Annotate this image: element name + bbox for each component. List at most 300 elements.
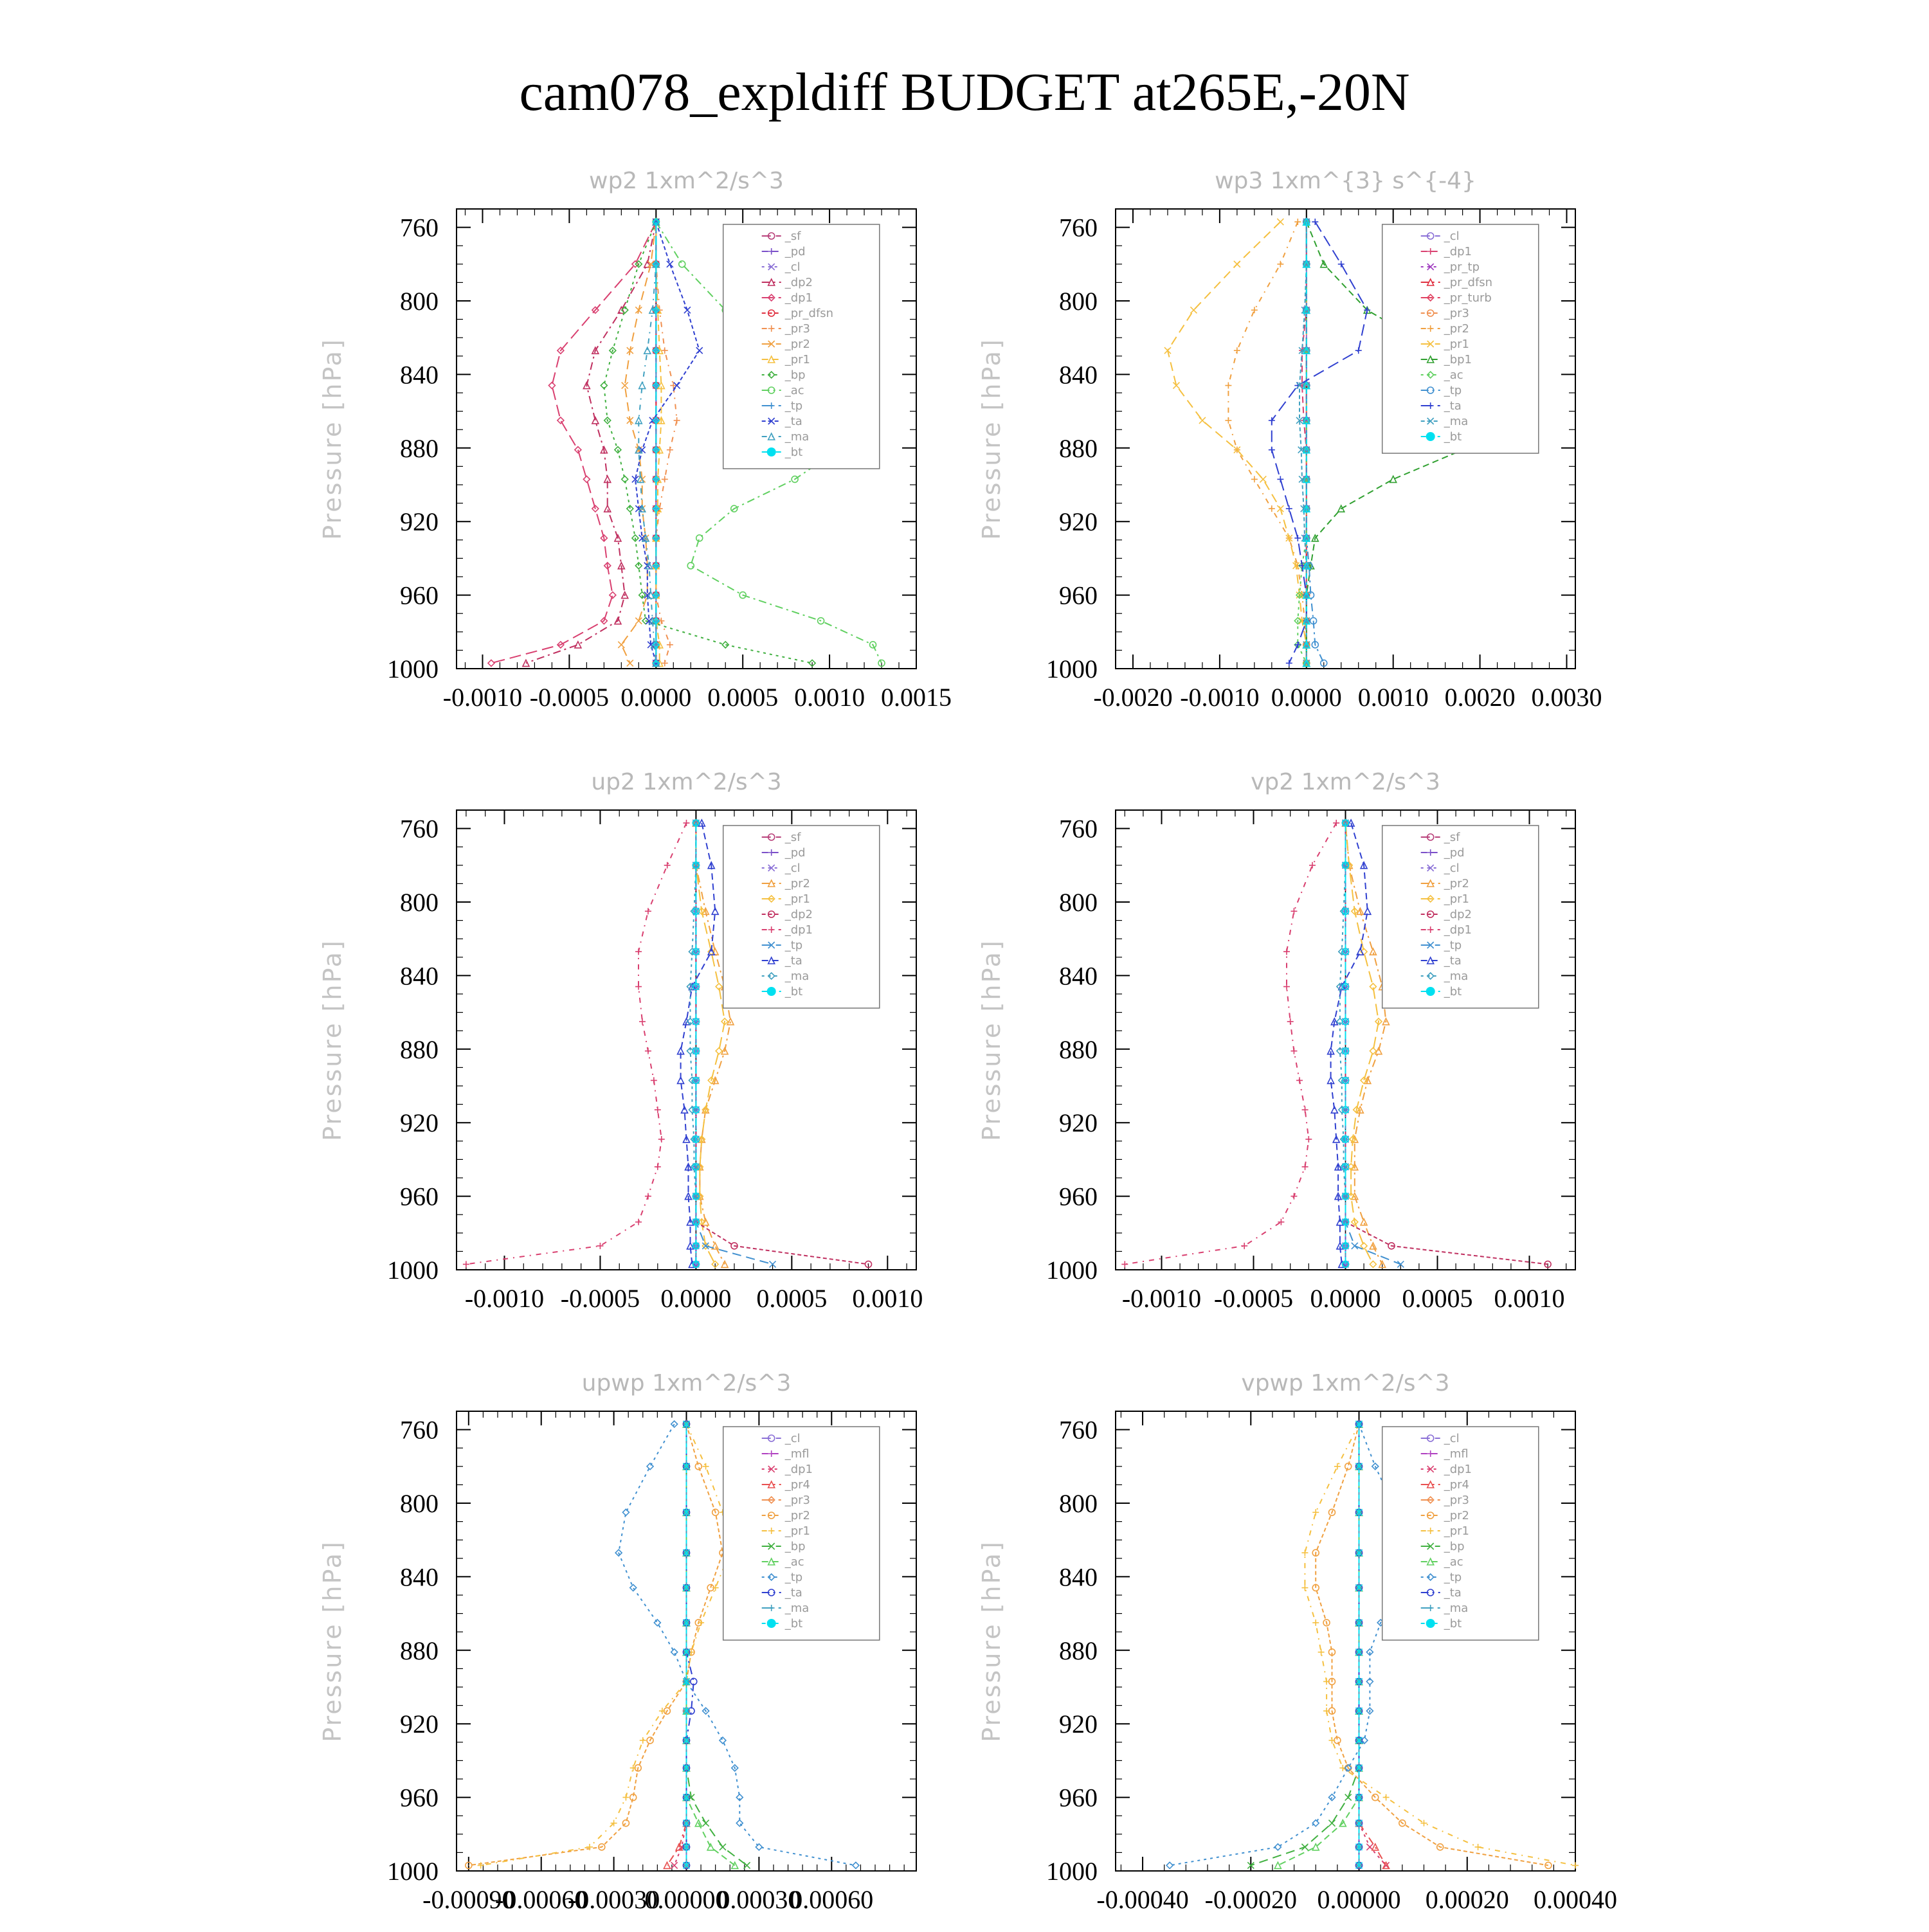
y-tick-label: 920 <box>400 1710 439 1739</box>
data-point <box>645 1193 651 1200</box>
data-point <box>1296 1077 1303 1083</box>
y-tick-label: 880 <box>400 1636 439 1665</box>
panel-title: up2 1xm^2/s^3 <box>591 769 782 795</box>
data-point <box>667 447 673 453</box>
series-dp1 <box>488 219 659 666</box>
data-point <box>1312 1620 1319 1626</box>
data-point <box>662 476 668 482</box>
y-tick-label: 880 <box>1059 1034 1098 1064</box>
series-ta <box>1328 820 1371 1267</box>
legend-label: _cl <box>784 260 801 274</box>
series-pr1 <box>693 820 728 1267</box>
series-pr1 <box>1164 219 1310 666</box>
data-point <box>712 908 718 914</box>
data-point <box>696 535 703 541</box>
data-point <box>1312 219 1318 225</box>
data-point <box>463 1261 469 1267</box>
series-ac <box>1274 1421 1362 1868</box>
x-tick-label: -0.0005 <box>529 683 610 712</box>
legend-label: _ma <box>784 1602 810 1615</box>
data-point <box>597 1243 603 1249</box>
data-point <box>1291 1193 1297 1200</box>
legend-label: _tp <box>784 939 803 952</box>
data-point <box>1355 347 1362 354</box>
legend-label: _bp1 <box>1444 353 1472 366</box>
x-tick-label: -0.0010 <box>1180 683 1260 712</box>
x-tick-label: -0.00090 <box>422 1885 515 1914</box>
y-tick-label: 920 <box>400 507 439 537</box>
y-axis-label: Pressure [hPa] <box>977 338 1006 540</box>
data-point <box>645 1048 651 1054</box>
legend-label: _pr_dfsn <box>1444 276 1493 289</box>
data-point <box>1345 1794 1352 1801</box>
legend-label: _pr2 <box>1444 877 1469 890</box>
y-tick-label: 1000 <box>1046 655 1098 683</box>
data-point <box>1260 476 1266 482</box>
data-point <box>1234 347 1240 354</box>
series-bt <box>693 820 699 1267</box>
legend-label: _pd <box>784 245 806 258</box>
series-line <box>1272 222 1367 663</box>
chart-panel-5 <box>318 1370 916 1914</box>
x-tick-label: 0.0005 <box>756 1284 828 1313</box>
legend-label: _bp <box>1444 1540 1465 1553</box>
y-axis-label: Pressure [hPa] <box>318 939 347 1141</box>
data-point <box>707 1844 714 1850</box>
x-tick-label: 0.0010 <box>794 683 865 712</box>
data-point <box>635 984 642 990</box>
x-tick-label: 0.0000 <box>620 683 692 712</box>
y-tick-label: 760 <box>1059 213 1098 242</box>
data-point <box>1323 1678 1330 1684</box>
series-line <box>1170 1424 1408 1865</box>
data-point <box>610 592 616 599</box>
x-tick-label: 0.00030 <box>717 1885 801 1914</box>
data-point <box>655 1164 661 1170</box>
y-tick-label: 880 <box>400 1034 439 1064</box>
data-point <box>687 563 694 569</box>
data-point <box>1301 1844 1308 1850</box>
chart-panel-6 <box>977 1370 1617 1914</box>
x-tick-label: 0.0000 <box>1310 1284 1381 1313</box>
data-point <box>721 1261 728 1267</box>
legend-label: _sf <box>784 831 801 844</box>
x-tick-label: -0.0020 <box>1093 683 1173 712</box>
data-point <box>1323 1708 1330 1714</box>
x-tick-label: 0.00040 <box>1534 1885 1617 1914</box>
chart-panel-4 <box>977 769 1575 1313</box>
x-tick-label: 0.0000 <box>660 1284 732 1313</box>
data-point <box>674 417 680 424</box>
x-tick-label: 0.00000 <box>1317 1885 1401 1914</box>
data-point <box>1251 476 1258 482</box>
x-tick-label: -0.00060 <box>495 1885 588 1914</box>
legend-label: _dp1 <box>1444 923 1472 937</box>
legend-label: _ta <box>784 954 802 968</box>
data-point <box>664 1862 670 1868</box>
data-point <box>1312 1820 1319 1827</box>
data-point <box>1166 1862 1173 1868</box>
legend-label: _ma <box>784 430 810 444</box>
data-point <box>1328 1737 1335 1744</box>
data-point <box>604 505 611 512</box>
legend-label: _ma <box>1444 1602 1469 1615</box>
legend-label: _pr_tp <box>1444 260 1480 274</box>
legend-label: _cl <box>1444 230 1460 243</box>
x-tick-label: -0.00030 <box>567 1885 660 1914</box>
page-title: cam078_expldiff BUDGET at265E,-20N <box>519 62 1410 122</box>
series-line <box>1346 823 1386 1264</box>
legend-label: _pr1 <box>1444 892 1469 906</box>
legend-label: _bt <box>784 1617 803 1630</box>
data-point <box>679 261 685 267</box>
legend-label: _pr1 <box>1444 338 1469 351</box>
legend-label: _pr2 <box>784 338 810 351</box>
data-point <box>1190 307 1197 313</box>
data-point <box>1333 820 1339 826</box>
legend-label: _sf <box>1444 831 1460 844</box>
legend <box>1382 1427 1539 1640</box>
legend <box>723 224 880 469</box>
data-point <box>703 1463 709 1470</box>
legend-label: _dp2 <box>784 908 813 921</box>
data-point <box>678 1077 684 1083</box>
series-pr2 <box>1225 219 1309 666</box>
legend-label: _dp2 <box>1444 908 1472 921</box>
legend <box>1382 224 1539 453</box>
y-tick-label: 840 <box>400 1562 439 1592</box>
data-point <box>1251 307 1258 313</box>
legend-label: _pr2 <box>784 877 810 890</box>
data-point <box>1269 505 1275 512</box>
data-point <box>1269 447 1275 453</box>
legend-label: _ac <box>1444 368 1463 382</box>
data-point <box>1301 1549 1308 1556</box>
y-tick-label: 1000 <box>387 1857 439 1886</box>
data-point <box>1291 908 1297 914</box>
data-point <box>1390 476 1397 482</box>
data-point <box>645 908 651 914</box>
data-point <box>1364 908 1371 914</box>
y-tick-label: 760 <box>400 814 439 844</box>
series-ac <box>1294 219 1309 666</box>
y-tick-label: 1000 <box>387 1256 439 1285</box>
legend-label: _bt <box>1444 1617 1462 1630</box>
legend-label: _cl <box>784 1432 801 1445</box>
y-tick-label: 800 <box>1059 888 1098 917</box>
y-tick-label: 800 <box>400 1489 439 1518</box>
data-point <box>1277 261 1283 267</box>
y-tick-label: 1000 <box>387 655 439 683</box>
data-point <box>1370 1261 1376 1267</box>
data-point <box>1302 1164 1309 1170</box>
data-point <box>639 1018 646 1025</box>
data-point <box>696 347 703 354</box>
legend-label: _pr1 <box>784 353 810 366</box>
data-point <box>1383 1794 1390 1801</box>
data-point <box>1302 1106 1309 1113</box>
chart-panel-1 <box>318 168 952 712</box>
x-tick-label: 0.0015 <box>881 683 952 712</box>
series-pr1 <box>478 1421 734 1868</box>
y-tick-label: 920 <box>1059 507 1098 537</box>
legend-label: _bt <box>784 446 803 459</box>
x-tick-label: 0.00020 <box>1425 1885 1509 1914</box>
legend-label: _dp1 <box>784 923 813 937</box>
y-tick-label: 800 <box>400 888 439 917</box>
legend-label: _sf <box>784 230 801 243</box>
data-point <box>1291 1048 1297 1054</box>
x-tick-label: 0.00060 <box>790 1885 874 1914</box>
series-bt <box>1343 820 1349 1267</box>
legend-label: _pr4 <box>1444 1478 1469 1492</box>
legend-label: _mfl <box>784 1447 810 1461</box>
legend-label: _tp <box>1444 384 1462 397</box>
panel-title: vp2 1xm^2/s^3 <box>1251 769 1440 795</box>
data-point <box>630 1585 637 1591</box>
data-point <box>1312 1509 1319 1515</box>
x-tick-label: 0.0010 <box>852 1284 923 1313</box>
legend-label: _dp1 <box>784 1463 813 1476</box>
data-point <box>1121 1261 1128 1267</box>
series-dp1 <box>463 820 690 1267</box>
data-point <box>635 618 642 624</box>
legend-label: _pr1 <box>784 1524 810 1538</box>
series-line <box>1168 222 1307 663</box>
x-tick-label: -0.0010 <box>442 683 523 712</box>
legend-label: _bt <box>784 985 803 998</box>
data-point <box>583 476 590 482</box>
data-point <box>618 642 624 648</box>
data-point <box>575 642 581 648</box>
y-tick-label: 1000 <box>1046 1256 1098 1285</box>
panel-title: upwp 1xm^2/s^3 <box>581 1370 792 1396</box>
data-point <box>1334 1463 1341 1470</box>
data-point <box>1278 1219 1284 1225</box>
series-dp1 <box>1121 820 1339 1267</box>
data-point <box>627 660 633 666</box>
x-tick-label: 0.0010 <box>1357 683 1429 712</box>
y-tick-label: 840 <box>400 961 439 991</box>
y-tick-label: 760 <box>400 213 439 242</box>
data-point <box>647 1463 653 1470</box>
data-point <box>716 1048 722 1054</box>
legend-label: _pr_turb <box>1444 291 1492 305</box>
series-ma <box>1296 219 1310 666</box>
panel-title: wp3 1xm^{3} s^{-4} <box>1215 168 1476 194</box>
data-point <box>639 383 646 389</box>
data-point <box>622 383 628 389</box>
x-tick-label: 0.0005 <box>1402 1284 1473 1313</box>
legend-label: _pr_dfsn <box>784 307 834 320</box>
x-tick-label: 0.0020 <box>1444 683 1516 712</box>
data-point <box>1225 383 1231 389</box>
legend-label: _pr3 <box>1444 1494 1469 1507</box>
legend-label: _ac <box>1444 1555 1463 1569</box>
data-point <box>1328 1820 1335 1827</box>
data-point <box>1277 219 1283 225</box>
data-point <box>592 417 599 424</box>
legend-label: _tp <box>784 399 803 413</box>
y-tick-label: 880 <box>1059 1636 1098 1665</box>
x-tick-label: 0.0005 <box>707 683 779 712</box>
data-point <box>1277 476 1283 482</box>
legend <box>1382 826 1539 1008</box>
series-line <box>1251 1424 1359 1865</box>
data-point <box>644 347 651 354</box>
legend-label: _pr3 <box>784 322 810 336</box>
legend-label: _pr2 <box>1444 322 1469 336</box>
data-point <box>1301 1585 1308 1591</box>
data-point <box>1287 1018 1294 1025</box>
data-point <box>1309 862 1316 869</box>
data-point <box>1286 660 1292 666</box>
x-tick-label: 0.0000 <box>1271 683 1342 712</box>
legend-label: _ta <box>784 415 802 428</box>
data-point <box>1352 1243 1358 1249</box>
y-tick-label: 880 <box>400 433 439 463</box>
y-tick-label: 760 <box>400 1415 439 1445</box>
legend-label: _bt <box>1444 430 1462 444</box>
legend-label: _ma <box>784 970 810 983</box>
legend-label: _mfl <box>1444 1447 1469 1461</box>
data-point <box>640 1737 646 1744</box>
y-tick-label: 840 <box>400 360 439 390</box>
data-point <box>651 1077 657 1083</box>
data-point <box>667 261 673 267</box>
y-tick-label: 920 <box>1059 1108 1098 1138</box>
panel-title: vpwp 1xm^2/s^3 <box>1241 1370 1450 1396</box>
data-point <box>1294 535 1301 541</box>
y-tick-label: 880 <box>1059 433 1098 463</box>
legend <box>723 1427 880 1640</box>
series-ta <box>632 219 703 666</box>
legend-label: _ac <box>784 1555 804 1569</box>
y-tick-label: 960 <box>1059 581 1098 610</box>
data-point <box>720 1737 726 1744</box>
series-ta <box>678 820 719 1267</box>
legend-label: _pd <box>784 846 806 860</box>
data-point <box>1305 1136 1312 1142</box>
legend-label: _ta <box>1444 954 1462 968</box>
data-point <box>1294 642 1301 648</box>
data-point <box>720 1844 726 1850</box>
x-tick-label: -0.0005 <box>560 1284 640 1313</box>
y-tick-label: 840 <box>1059 961 1098 991</box>
data-point <box>1331 1106 1337 1113</box>
y-tick-label: 800 <box>400 287 439 316</box>
y-tick-label: 840 <box>1059 360 1098 390</box>
legend-label: _pd <box>1444 846 1465 860</box>
legend-label: _pr4 <box>784 1478 810 1492</box>
x-tick-label: -0.0005 <box>1213 1284 1294 1313</box>
panel-title: wp2 1xm^2/s^3 <box>589 168 784 194</box>
series-line <box>526 222 656 663</box>
y-tick-label: 920 <box>400 1108 439 1138</box>
data-point <box>1361 1219 1367 1225</box>
legend-label: _cl <box>1444 862 1460 875</box>
legend-label: _dp1 <box>1444 1463 1472 1476</box>
series-tp <box>1166 1421 1411 1868</box>
x-tick-label: -0.0010 <box>1121 1284 1202 1313</box>
x-tick-label: 0.0010 <box>1494 1284 1565 1313</box>
series-pr4 <box>664 1421 689 1868</box>
series-pr1 <box>653 219 664 666</box>
series-ta <box>684 1421 697 1868</box>
legend-label: _ac <box>784 384 804 397</box>
y-axis-label: Pressure [hPa] <box>977 1540 1006 1742</box>
x-tick-label: 0.00000 <box>644 1885 729 1914</box>
legend-label: _pr3 <box>784 1494 810 1507</box>
legend-label: _pr2 <box>1444 1509 1469 1522</box>
data-point <box>1199 417 1206 424</box>
data-point <box>622 1820 629 1827</box>
series-line <box>466 823 687 1264</box>
data-point <box>684 307 691 313</box>
legend-label: _tp <box>784 1571 803 1584</box>
legend-label: _ta <box>784 1586 802 1600</box>
legend-label: _pr1 <box>784 892 810 906</box>
series-line <box>1125 823 1336 1264</box>
y-tick-label: 960 <box>400 1182 439 1211</box>
data-point <box>1475 1844 1481 1850</box>
y-tick-label: 960 <box>1059 1783 1098 1812</box>
data-point <box>1338 261 1345 267</box>
data-point <box>1572 1862 1579 1868</box>
data-point <box>1294 219 1301 225</box>
y-tick-label: 840 <box>1059 1562 1098 1592</box>
y-axis-label: Pressure [hPa] <box>318 1540 347 1742</box>
series-line <box>1228 222 1306 663</box>
data-point <box>1372 1844 1379 1850</box>
legend-label: _tp <box>1444 1571 1462 1584</box>
x-tick-label: -0.00020 <box>1204 1885 1297 1914</box>
data-point <box>684 820 690 826</box>
data-point <box>488 660 494 666</box>
legend-label: _ta <box>1444 399 1462 413</box>
data-point <box>1225 417 1231 424</box>
data-point <box>1318 1649 1325 1656</box>
chart-panel-2 <box>977 168 1602 712</box>
series-bp <box>1247 1421 1362 1868</box>
data-point <box>635 948 642 955</box>
data-point <box>670 383 676 389</box>
data-point <box>1283 984 1290 990</box>
legend-label: _dp1 <box>784 291 813 305</box>
legend-label: _dp1 <box>1444 245 1472 258</box>
series-line <box>1346 823 1379 1264</box>
data-point <box>658 1136 665 1142</box>
data-point <box>1234 261 1240 267</box>
data-point <box>557 417 564 424</box>
x-tick-label: 0.0030 <box>1531 683 1602 712</box>
y-tick-label: 960 <box>1059 1182 1098 1211</box>
y-tick-label: 800 <box>1059 1489 1098 1518</box>
data-point <box>1286 505 1292 512</box>
data-point <box>1241 1243 1247 1249</box>
chart-panel-3 <box>318 769 923 1313</box>
y-tick-label: 920 <box>1059 1710 1098 1739</box>
legend-label: _bp <box>784 1540 806 1553</box>
data-point <box>655 1106 661 1113</box>
x-tick-label: -0.00040 <box>1096 1885 1189 1914</box>
y-tick-label: 760 <box>1059 814 1098 844</box>
y-tick-label: 960 <box>400 1783 439 1812</box>
y-tick-label: 760 <box>1059 1415 1098 1445</box>
legend-label: _pr3 <box>1444 307 1469 320</box>
legend-label: _pr1 <box>1444 1524 1469 1538</box>
legend-label: _bt <box>1444 985 1462 998</box>
